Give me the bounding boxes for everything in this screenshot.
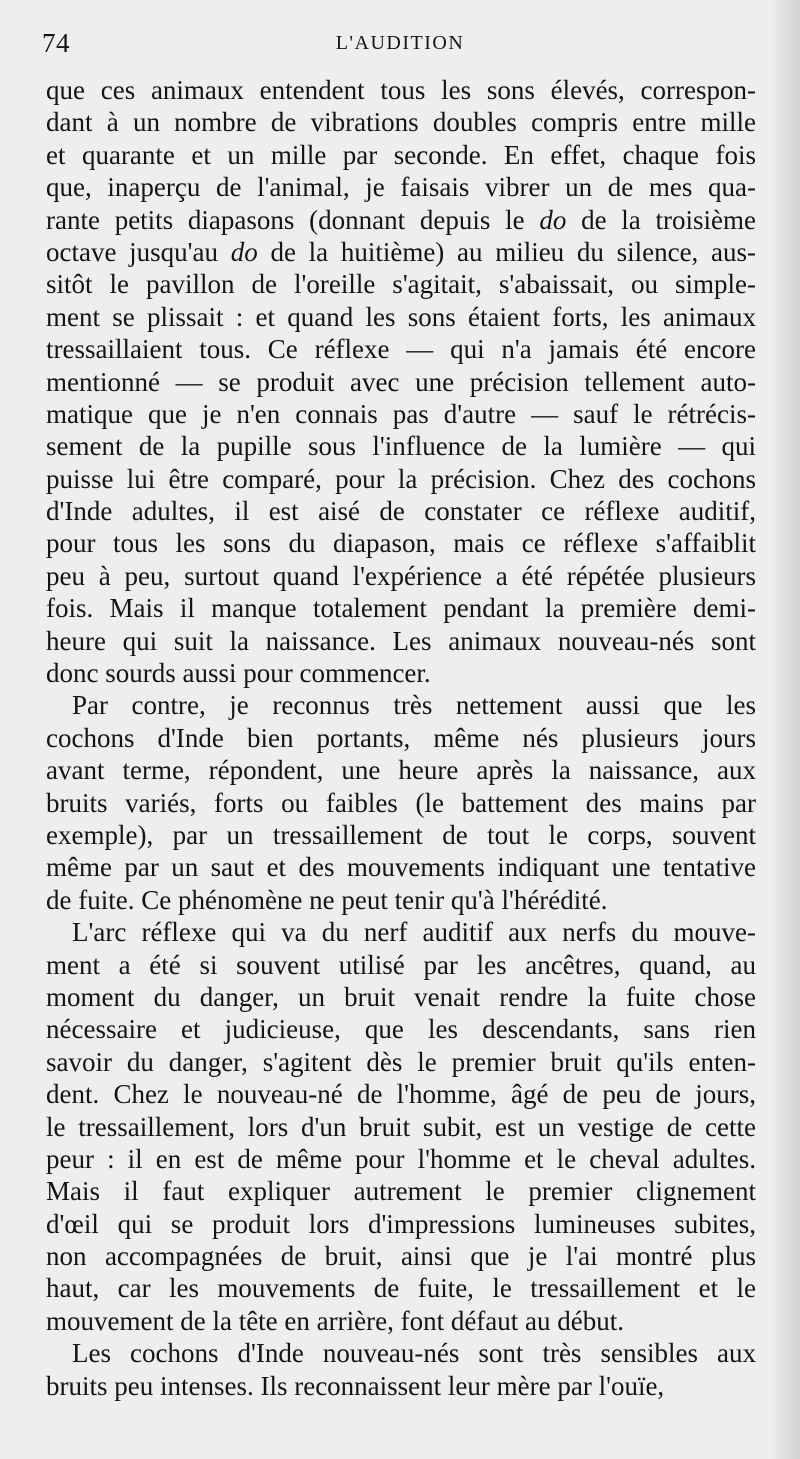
text-line: peu à peu, surtout quand l'expérience a été répétée plusieurs <box>46 560 756 591</box>
text-line: ment se plissait : et quand les sons étaient forts, les animaux <box>46 301 756 332</box>
text-line: rante petits diapasons (donnant depuis le do de la troisième <box>46 204 756 235</box>
text-line: L'arc réflexe qui va du nerf auditif aux nerfs du mouve- <box>72 917 756 948</box>
body-text <box>46 74 756 1402</box>
text-line: ment a été si souvent utilisé par les ancêtres, quand, au <box>46 949 756 980</box>
page-edge-shadow <box>770 0 800 1459</box>
text-line: le tressaillement, lors d'un bruit subit, est un vestige de cette <box>46 1111 756 1142</box>
page-number: 74 <box>42 28 70 58</box>
text-line: exemple), par un tressaillement de tout le corps, souvent <box>46 819 756 850</box>
text-line: Les cochons d'Inde nouveau-nés sont très sensibles aux <box>72 1338 756 1369</box>
text-line: que ces animaux entendent tous les sons élevés, correspon- <box>46 75 756 105</box>
text-line: sitôt le pavillon de l'oreille s'agitait, s'abaissait, ou simple- <box>46 269 756 300</box>
text-line: de fuite. Ce phénomène ne peut tenir qu'à l'hérédité. <box>46 884 608 915</box>
text-line: mouvement de la tête en arrière, font défaut au début. <box>46 1305 624 1336</box>
text-line: donc sourds aussi pour commencer. <box>46 658 431 689</box>
text-line: sement de la pupille sous l'influence de la lumière — qui <box>46 431 756 462</box>
text-line: dant à un nombre de vibrations doubles compris entre mille <box>46 107 756 138</box>
text-line: Par contre, je reconnus très nettement aussi que les <box>72 690 756 721</box>
text-line: tressaillaient tous. Ce réflexe — qui n'a jamais été encore <box>46 334 756 365</box>
text-line: peur : il en est de même pour l'homme et le cheval adultes. <box>46 1143 756 1174</box>
text-line: dent. Chez le nouveau-né de l'homme, âgé de peu de jours, <box>46 1079 756 1110</box>
text-line: d'Inde adultes, il est aisé de constater ce réflexe auditif, <box>46 496 756 527</box>
paragraph <box>46 74 756 689</box>
text-line: fois. Mais il manque totalement pendant la première demi- <box>46 593 756 624</box>
text-line: haut, car les mouvements de fuite, le tressaillement et le <box>46 1273 756 1304</box>
text-line: mentionné — se produit avec une précision tellement auto- <box>46 366 756 397</box>
paragraph <box>46 916 756 1337</box>
text-line: cochons d'Inde bien portants, même nés plusieurs jours <box>46 722 756 753</box>
running-head: L'AUDITION <box>335 32 465 54</box>
text-line: Mais il faut expliquer autrement le premier clignement <box>46 1176 756 1207</box>
paragraph <box>46 1337 756 1402</box>
text-line: moment du danger, un bruit venait rendre la fuite chose <box>46 981 756 1012</box>
text-line: non accompagnées de bruit, ainsi que je l'ai montré plus <box>46 1241 756 1272</box>
paragraph <box>46 689 756 916</box>
text-line: et quarante et un mille par seconde. En effet, chaque fois <box>46 139 756 170</box>
text-line: bruits variés, forts ou faibles (le battement des mains par <box>46 787 756 818</box>
text-line: nécessaire et judicieuse, que les descendants, sans rien <box>46 1014 756 1045</box>
text-line: bruits peu intenses. Ils reconnaissent leur mère par l'ouïe, <box>46 1370 665 1401</box>
text-line: que, inaperçu de l'animal, je faisais vibrer un de mes qua- <box>46 172 756 203</box>
text-line: octave jusqu'au do de la huitième) au milieu du silence, aus- <box>46 236 756 267</box>
text-line: pour tous les sons du diapason, mais ce réflexe s'affaiblit <box>46 528 756 559</box>
text-line: d'œil qui se produit lors d'impressions lumineuses subites, <box>46 1208 756 1239</box>
text-line: même par un saut et des mouvements indiquant une tentative <box>46 852 756 883</box>
text-line: avant terme, répondent, une heure après la naissance, aux <box>46 755 756 786</box>
text-line: heure qui suit la naissance. Les animaux nouveau-nés sont <box>46 625 756 656</box>
text-line: matique que je n'en connais pas d'autre — sauf le rétrécis- <box>46 398 756 429</box>
page-header <box>40 28 760 68</box>
text-line: puisse lui être comparé, pour la précision. Chez des cochons <box>46 463 756 494</box>
text-line: savoir du danger, s'agitent dès le premier bruit qu'ils enten- <box>46 1046 756 1077</box>
